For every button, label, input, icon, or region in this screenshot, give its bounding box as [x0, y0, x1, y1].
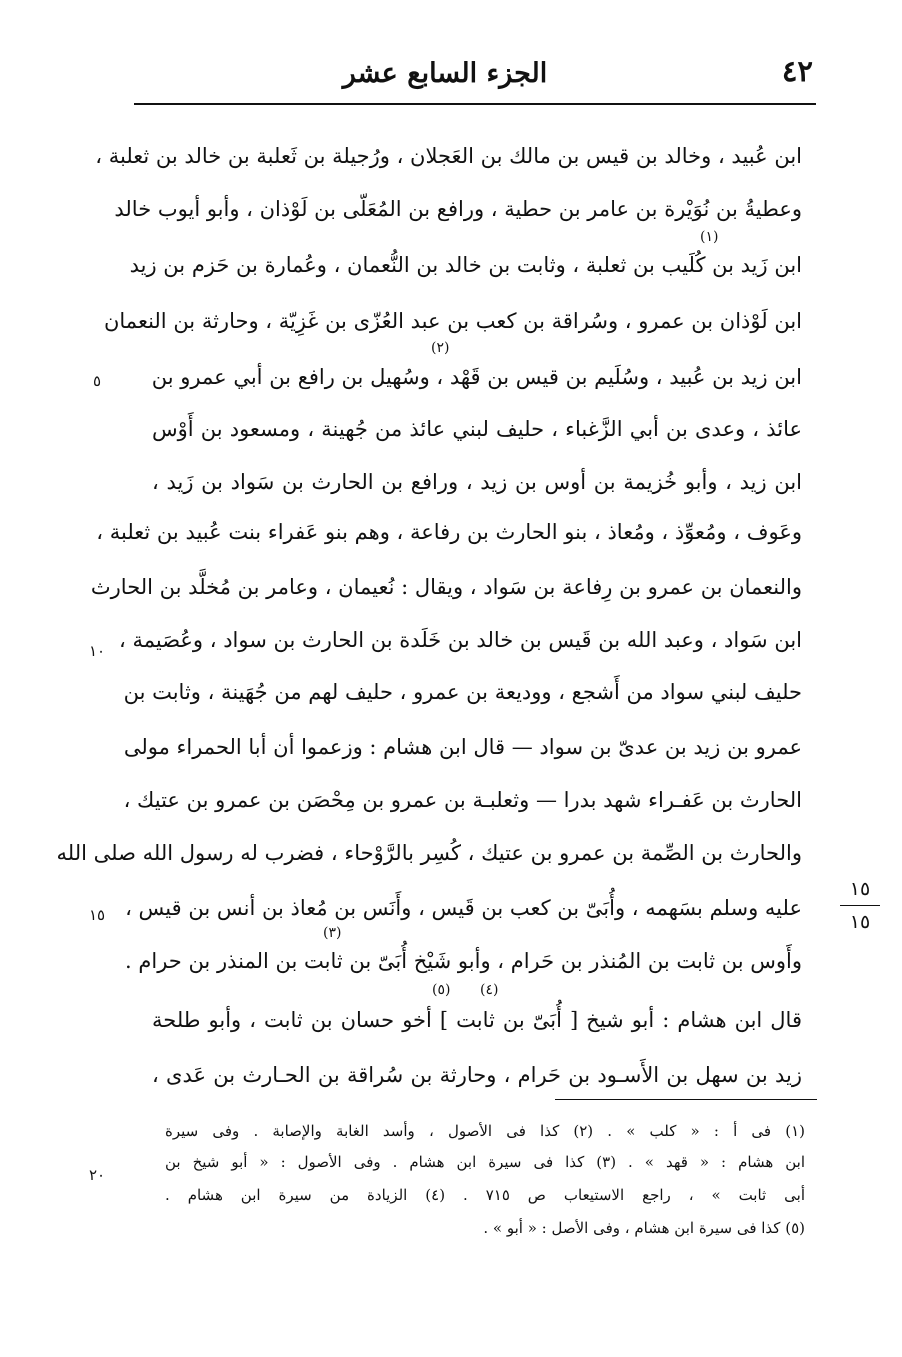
body-line: قال ابن هشام : أبو شيخ [ أُبَىّ بن ثابت ] أخو حسان بن ثابت ، وأبو طلحة	[152, 1008, 802, 1032]
margin-reference-top: ١٥	[849, 878, 871, 900]
header-rule	[134, 103, 816, 105]
body-line: ابن زيد بن عُبيد ، وسُلَيم بن قيس بن قَهْد ، وسُهيل بن رافع بن أبي عمرو بن	[151, 365, 802, 389]
line-counter: ٢٠	[88, 1166, 106, 1184]
footnote-marker-1: (١)	[700, 229, 719, 245]
line-counter: ٥	[92, 372, 102, 390]
footnote-marker-2: (٢)	[431, 340, 450, 356]
body-line: وعطيةُ بن نُوَيْرة بن عامر بن حطية ، ورافع بن المُعَلّى بن لَوْذان ، وأبو أيوب خالد	[114, 197, 802, 221]
footnote-line: (٥) كذا فى سيرة ابن هشام ، وفى الأصل : « أبو » .	[483, 1219, 805, 1237]
footnote-marker-5: (٥)	[432, 982, 451, 998]
body-line: ابن لَوْذان بن عمرو ، وسُراقة بن كعب بن عبد العُزّى بن غَزِيّة ، وحارثة بن النعمان	[103, 309, 802, 333]
footnote-line: أبى ثابت » ، راجع الاستيعاب ص ٧١٥ . (٤) الزيادة من سيرة ابن هشام .	[165, 1186, 806, 1204]
body-line: عليه وسلم بسَهمه ، وأُبَىّ بن كعب بن قَيس ، وأَنَس بن مُعاذ بن أنس بن قيس ،	[125, 896, 802, 920]
body-line: ابن عُبيد ، وخالد بن قيس بن مالك بن العَجلان ، ورُجيلة بن ثَعلبة بن خالد بن ثعلبة ،	[95, 144, 802, 168]
footnote-rule	[555, 1099, 817, 1100]
body-line: زيد بن سهل بن الأَسـود بن حَرام ، وحارثة بن سُراقة بن الحـارث بن عَدى ،	[152, 1063, 802, 1087]
footnote-line: ابن هشام : « قهد » . (٣) كذا فى سيرة ابن هشام . وفى الأصول : « أبو شيخ بن	[165, 1153, 805, 1171]
body-line: وأَوس بن ثابت بن المُنذر بن حَرام ، وأبو شَيْخ أُبَىّ بن ثابت بن المنذر بن حرام .	[125, 949, 802, 973]
body-line: والنعمان بن عمرو بن رِفاعة بن سَواد ، ويقال : نُعيمان ، وعامر بن مُخلَّد بن الحارث	[90, 575, 802, 599]
line-counter: ١٠	[88, 642, 106, 660]
page-number: ٤٢	[781, 54, 813, 88]
footnote-line: (١) فى أ : « كلب » . (٢) كذا فى الأصول ، وأسد الغابة والإصابة . وفى سيرة	[165, 1122, 805, 1140]
margin-page-reference	[838, 876, 882, 935]
body-line: حليف لبني سواد من أَشجع ، ووديعة بن عمرو ، حليف لهم من جُهَينة ، وثابت بن	[123, 680, 802, 704]
margin-reference-bottom: ١٥	[849, 911, 871, 933]
footnote-marker-4: (٤)	[480, 982, 499, 998]
footnote-marker-3: (٣)	[323, 925, 342, 941]
body-line: ابن سَواد ، وعبد الله بن قَيس بن خالد بن خَلَدة بن الحارث بن سواد ، وعُصَيمة ،	[119, 628, 802, 652]
body-line: ابن زيد ، وأبو خُزيمة بن أوس بن زيد ، ورافع بن الحارث بن سَواد بن زَيد ،	[152, 470, 802, 494]
line-counter: ١٥	[88, 906, 106, 924]
body-line: وعَوف ، ومُعوِّذ ، ومُعاذ ، بنو الحارث بن رفاعة ، وهم بنو عَفراء بنت عُبيد بن ثعلبة ،	[96, 520, 802, 544]
body-line: عائذ ، وعدى بن أبي الزَّغباء ، حليف لبني عائذ من جُهينة ، ومسعود بن أَوْس	[152, 417, 802, 441]
margin-reference-bar	[840, 905, 880, 906]
body-line: عمرو بن زيد بن عدىّ بن سواد — قال ابن هشام : وزعموا أن أبا الحمراء مولى	[123, 735, 802, 759]
body-line: الحارث بن عَفـراء شهد بدرا — وثعلبـة بن عمرو بن مِحْصَن بن عمرو بن عتيك ،	[123, 788, 802, 812]
running-header-title: الجزء السابع عشر	[342, 58, 548, 89]
body-line: والحارث بن الصِّمة بن عمرو بن عتيك ، كُسِر بالرَّوْحاء ، فضرب له رسول الله صلى الله	[56, 841, 802, 865]
body-line: ابن زَيد بن كُلَيب بن ثعلبة ، وثابت بن خالد بن النُّعمان ، وعُمارة بن حَزم بن زيد	[129, 253, 802, 277]
